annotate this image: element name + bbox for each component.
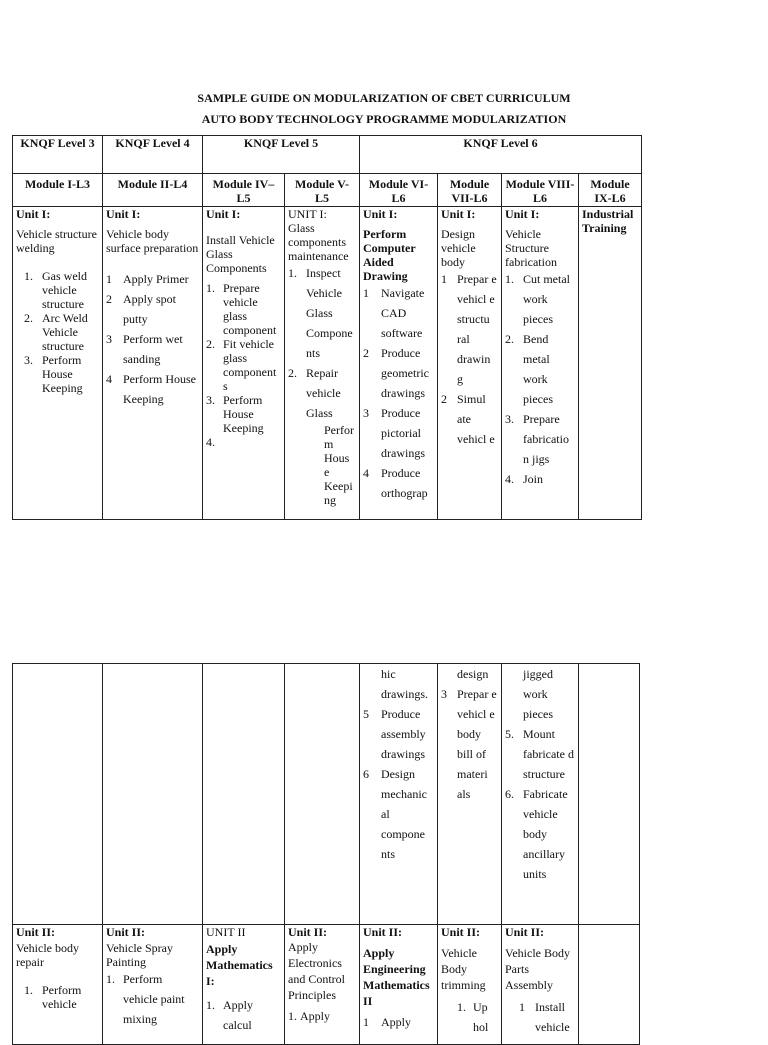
- list-item: 4 Produce orthograp: [363, 466, 428, 500]
- level-4-header: KNQF Level 4: [103, 136, 203, 174]
- list-item: 2 Apply spot putty: [106, 292, 177, 326]
- list-item: 1 Apply Primer: [106, 272, 189, 286]
- unit-label: Unit II:: [363, 925, 403, 939]
- list-item: 2 Simul ate vehicl e: [441, 392, 495, 446]
- list-item: 6. Fabricate vehicle body ancillary units: [505, 787, 568, 881]
- unit-label: Unit I:: [363, 207, 398, 221]
- unit-label: Unit II:: [505, 925, 545, 939]
- list-item-continuation: Perfor m Hous e Keepi ng: [324, 423, 354, 507]
- list-item: 2 Produce geometric drawings: [363, 346, 429, 400]
- list-item: 1. Prepare vehicle glass component: [206, 281, 277, 337]
- unit-cell: [103, 207, 203, 520]
- unit-label: Unit I:: [505, 207, 540, 221]
- empty-cell: [579, 664, 640, 925]
- list-item: 3. Prepare fabricatio n jigs: [505, 412, 569, 466]
- list-item: 1. Up hol: [457, 1000, 489, 1034]
- module-header: Module VIII- L6: [502, 174, 579, 207]
- unit-cell: [360, 925, 438, 1045]
- list-item: 3 Perform wet sanding: [106, 332, 183, 366]
- level-5-header: KNQF Level 5: [203, 136, 360, 174]
- unit-cell: [285, 207, 360, 520]
- document-subtitle: AUTO BODY TECHNOLOGY PROGRAMME MODULARIZATION: [201, 112, 567, 126]
- module-header: Module V- L5: [285, 174, 360, 207]
- unit-title: Vehicle Body Parts Assembly: [505, 946, 570, 992]
- level-3-header: KNQF Level 3: [13, 136, 103, 174]
- list-item: 1. Gas weld vehicle structure: [24, 269, 87, 311]
- list-item: 1 Install vehicle: [519, 1000, 570, 1034]
- level-6-header: KNQF Level 6: [360, 136, 642, 174]
- unit-cell: [502, 207, 579, 520]
- list-item: 4 Perform House Keeping: [106, 372, 196, 406]
- list-item: 5. Mount fabricate d structure: [505, 727, 574, 781]
- unit-label: Unit I:: [206, 207, 241, 221]
- unit-title: Install Vehicle Glass Components: [206, 233, 275, 275]
- unit-cell: [360, 207, 438, 520]
- empty-cell: [103, 664, 203, 925]
- unit-cell: [502, 925, 579, 1045]
- unit-label: Unit II:: [106, 925, 146, 939]
- module-header: Module VII-L6: [438, 174, 502, 207]
- list-item: 1. Inspect Vehicle Glass Compone nts: [288, 266, 353, 360]
- unit-cell: [103, 925, 203, 1045]
- unit-cell: [203, 207, 285, 520]
- list-item: 3. Perform House Keeping: [206, 393, 264, 435]
- unit-label: Unit I:: [16, 207, 51, 221]
- list-item: 2. Arc Weld Vehicle structure: [24, 311, 88, 353]
- unit-label: Unit II:: [441, 925, 481, 939]
- unit-cell: [203, 925, 285, 1045]
- unit-title: Vehicle Spray Painting: [106, 941, 173, 969]
- list-item: 3. Perform House Keeping: [24, 353, 83, 395]
- list-item-continuation: jigged work pieces: [523, 667, 553, 721]
- unit-label: Unit II:: [288, 925, 328, 939]
- list-item: 1 Apply: [363, 1015, 411, 1029]
- list-item: 1. Apply: [288, 1009, 330, 1023]
- modularization-table: [12, 135, 642, 520]
- unit-title: Perform Computer Aided Drawing: [363, 227, 416, 283]
- unit-cell: [579, 207, 642, 520]
- list-item: 4. Join: [505, 472, 544, 486]
- unit-title: Apply Electronics and Control Principles: [288, 940, 345, 1002]
- list-item: 2. Bend metal work pieces: [505, 332, 553, 406]
- list-item-continuation: design: [457, 667, 489, 681]
- unit-cell: [13, 207, 103, 520]
- document-title: SAMPLE GUIDE ON MODULARIZATION OF CBET CURRICULUM: [197, 91, 571, 105]
- list-item: 1. Cut metal work pieces: [505, 272, 570, 326]
- list-item: 4.: [206, 435, 215, 449]
- unit-label: UNIT I:: [288, 207, 327, 221]
- unit-title: Apply Engineering Mathematics II: [363, 946, 430, 1008]
- unit-cell-continued: [502, 664, 579, 925]
- list-item: 3 Prepar e vehicl e body bill of materi als: [441, 687, 497, 801]
- unit-cell-continued: [438, 664, 502, 925]
- unit-label: Unit I:: [106, 207, 141, 221]
- list-item-continuation: hic drawings.: [381, 667, 428, 701]
- list-item: 1. Perform vehicle paint mixing: [106, 972, 185, 1026]
- modularization-table-continued: [12, 663, 640, 1045]
- unit-title: Glass components maintenance: [288, 221, 349, 263]
- module-header: Module II-L4: [103, 174, 203, 207]
- unit-title: Vehicle structure welding: [16, 227, 97, 255]
- empty-cell: [579, 925, 640, 1045]
- unit-title: Apply Mathematics I:: [206, 942, 273, 988]
- list-item: 1 Navigate CAD software: [363, 286, 425, 340]
- list-item: 1 Prepar e vehicl e structu ral drawin g: [441, 272, 497, 386]
- list-item: 2. Fit vehicle glass component s: [206, 337, 277, 393]
- unit-cell: [438, 207, 502, 520]
- unit-label: Unit I:: [441, 207, 476, 221]
- unit-label: UNIT II: [206, 925, 246, 939]
- module-header: Module VI- L6: [360, 174, 438, 207]
- empty-cell: [285, 664, 360, 925]
- unit-title: Vehicle body repair: [16, 941, 79, 969]
- module-header: Module IX-L6: [579, 174, 642, 207]
- unit-title: Vehicle body surface preparation: [106, 227, 199, 255]
- unit-cell: [438, 925, 502, 1045]
- unit-cell: [285, 925, 360, 1045]
- unit-cell: [13, 925, 103, 1045]
- empty-cell: [203, 664, 285, 925]
- list-item: 2. Repair vehicle Glass: [288, 366, 341, 420]
- unit-cell-continued: [360, 664, 438, 925]
- list-item: 3 Produce pictorial drawings: [363, 406, 425, 460]
- list-item: 1. Apply calcul: [206, 998, 253, 1032]
- empty-cell: [13, 664, 103, 925]
- unit-title: Vehicle Structure fabrication: [505, 227, 557, 269]
- module-header: Module I-L3: [13, 174, 103, 207]
- list-item: 1. Perform vehicle: [24, 983, 82, 1011]
- module-header: Module IV– L5: [203, 174, 285, 207]
- unit-title: Design vehicle body: [441, 227, 476, 269]
- unit-title: Vehicle Body trimming: [441, 946, 486, 992]
- unit-label: Unit II:: [16, 925, 56, 939]
- list-item: 6 Design mechanic al compone nts: [363, 767, 427, 861]
- list-item: 5 Produce assembly drawings: [363, 707, 426, 761]
- unit-title: Industrial Training: [582, 207, 634, 235]
